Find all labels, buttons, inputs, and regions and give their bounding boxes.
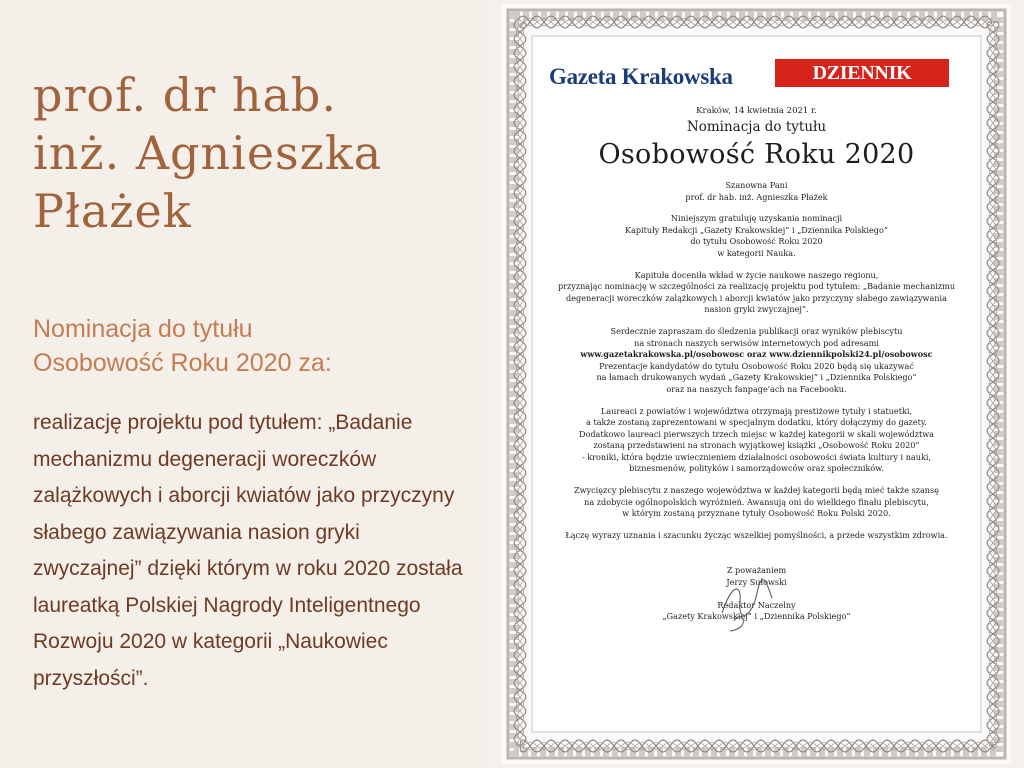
signature-text: Z poważaniem Jerzy Sułowski Redaktor Naczelny „Gazety Krakowskiej” i „Dziennika Polskiego” — [662, 565, 851, 622]
invite-text-1: Serdecznie zapraszam do śledzenia publikacji oraz wyników plebiscytu na stronach naszych serwisów internetowych pod adresami — [610, 325, 903, 348]
left-panel — [0, 0, 484, 768]
certificate-title: Osobowość Roku 2020 — [598, 139, 915, 170]
certificate-winners: Zwycięzcy plebiscytu z naszego województwa w każdej kategorii będą mieć także szansę na zdobycie ogólnopolskich wyróżnień. Awansują oni do wielkiego finału plebiscytu, w którym zostaną przyznane tytuły Osobowość Roku Polski 2020. — [574, 485, 939, 519]
certificate-laureates: Laureaci z powiatów i województwa otrzymają prestiżowe tytuły i statuetki, a także zostaną zaprezentowani w specjalnym dodatku, który dołączymy do gazety. Dodatkowo laureaci pierwszych trzech miejsc w każdej kategorii w skali województwa zostaną przedstawieni na stronach wyjątkowej książki „Osobowość Roku 2020” - kroniki, która będzie uwiecznieniem działalności osobowości świata kultury i nauki, biznesmenów, polityków i samorządowców oraz społeczników. — [578, 405, 935, 474]
certificate-congrats: Niniejszym gratuluję uzyskania nominacji Kapituły Redakcji „Gazety Krakowskiej” i „Dziennika Polskiego” do tytułu Osobowość Roku 2020 w kategorii Nauka. — [625, 213, 888, 258]
handwritten-signature — [712, 573, 782, 633]
certificate-recognition: Kapituła doceniła wkład w życie naukowe naszego regionu, przyznając nominację w szczególności za realizację projektu pod tytułem: „Badanie mechanizmu degeneracji woreczków zalążkowych i aborcji kwiatów jako przyczyny słabego zawiązywania nasion gryki zwyczajnej”. — [557, 269, 956, 315]
person-name: prof. dr hab. inż. Agnieszka Płażek — [33, 68, 383, 238]
certificate-salutation: Szanowna Pani prof. dr hab. inż. Agnieszka Płażek — [685, 180, 828, 202]
certificate-date: Kraków, 14 kwietnia 2021 r. — [696, 106, 817, 116]
certificate-signature-block — [542, 553, 971, 634]
nomination-description: realizację projektu pod tytułem: „Badanie mechanizmu degeneracji woreczków zalążkowych i aborcji kwiatów jako przyczyny słabego zawiązywania nasion gryki zwyczajnej” dzięki którym w roku 2020 została laureatką Polskiej Nagrody Inteligentnego Rozwoju 2020 w kategorii „Naukowiec przyszłości”. — [33, 411, 463, 690]
invite-text-2: Prezentacje kandydatów do tytułu Osobowość Roku 2020 będą się ukazywać na łamach drukowanych wydań „Gazety Krakowskiej” i „Dziennika Polskiego” oraz na naszych fanpage'ach na Facebooku. — [596, 360, 917, 394]
certificate-invite — [542, 326, 971, 396]
nomination-subtitle: Nominacja do tytułu Osobowość Roku 2020 za: — [33, 315, 332, 377]
certificate-nomination: Nominacja do tytułu — [686, 119, 827, 135]
dziennik-polski-logo: DZIENNIK POLSKI — [775, 59, 949, 87]
gazeta-krakowska-logo: Gazeta Krakowska — [549, 64, 733, 89]
invite-urls: www.gazetakrakowska.pl/osobowosc oraz www.dziennikpolski24.pl/osobowosc — [580, 349, 933, 360]
certificate-content — [542, 56, 971, 746]
certificate-closing: Łączę wyrazy uznania i szacunku życząc wszelkiej pomyślności, a przede wszystkim zdrowia. — [565, 529, 948, 540]
certificate-image — [502, 4, 1011, 764]
